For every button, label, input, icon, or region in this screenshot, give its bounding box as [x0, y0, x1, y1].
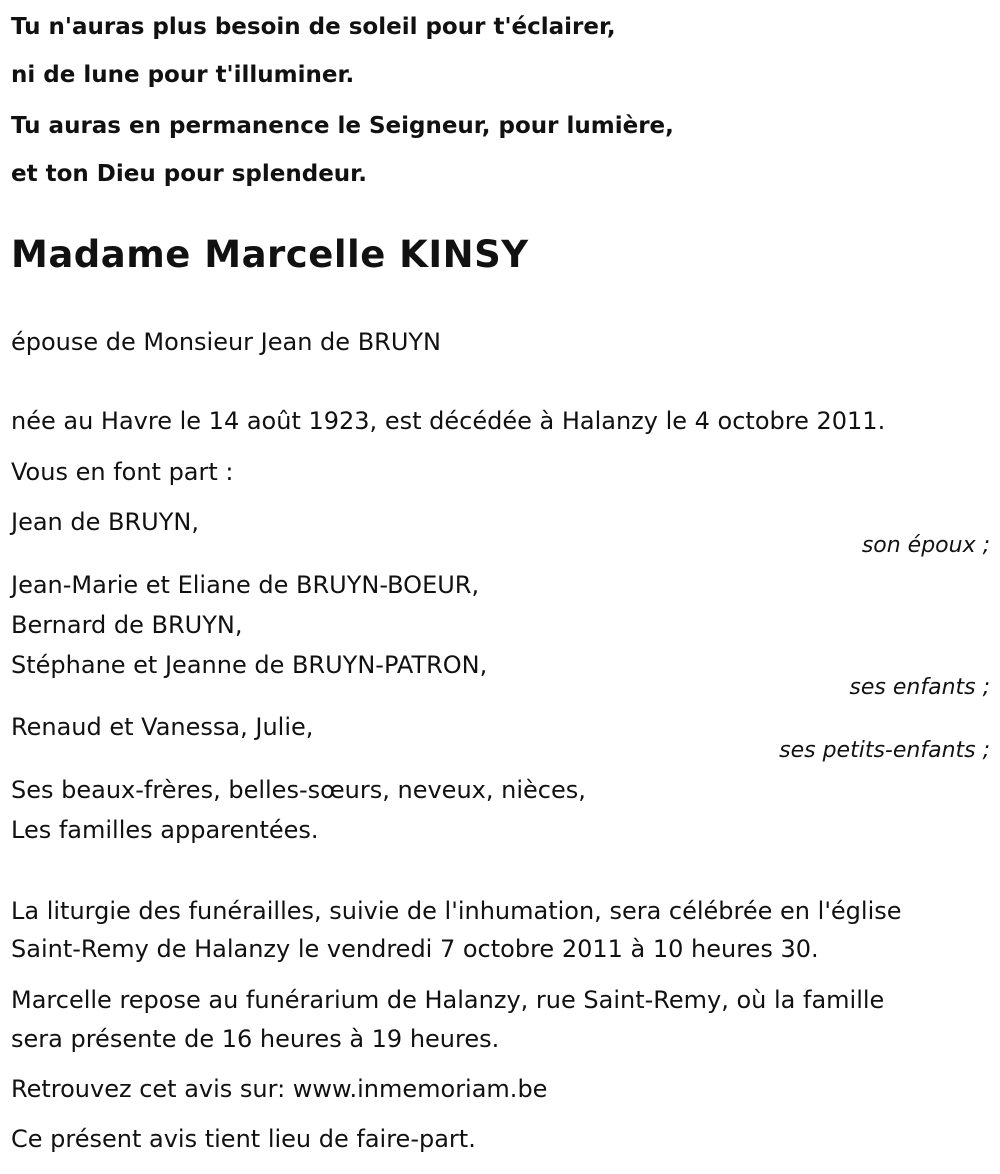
grandchildren-names: Renaud et Vanessa, Julie, — [11, 713, 314, 741]
closing-line: Ce présent avis tient lieu de faire-part. — [11, 1125, 476, 1153]
verse-line-4: et ton Dieu pour splendeur. — [11, 161, 367, 187]
spouse-line: épouse de Monsieur Jean de BRUYN — [11, 328, 442, 356]
verse-line-2: ni de lune pour t'illuminer. — [11, 62, 355, 88]
deceased-name: Madame Marcelle KINSY — [11, 233, 529, 276]
other-family-line-1: Ses beaux-frères, belles-sœurs, neveux, nièces, — [11, 776, 586, 804]
spouse-name: Jean de BRUYN, — [11, 508, 199, 536]
spouse-relation: son époux ; — [861, 533, 990, 558]
funerarium-line-2: sera présente de 16 heures à 19 heures. — [11, 1025, 500, 1053]
funeral-line-1: La liturgie des funérailles, suivie de l'inhumation, sera célébrée en l'église — [11, 897, 902, 925]
funeral-line-2: Saint-Remy de Halanzy le vendredi 7 octobre 2011 à 10 heures 30. — [11, 935, 819, 963]
grandchildren-relation: ses petits-enfants ; — [779, 738, 990, 763]
verse-line-1: Tu n'auras plus besoin de soleil pour t'éclairer, — [11, 14, 616, 40]
other-family-line-2: Les familles apparentées. — [11, 816, 319, 844]
child-name-2: Bernard de BRUYN, — [11, 611, 243, 639]
children-relation: ses enfants ; — [849, 675, 990, 700]
birth-death-line: née au Havre le 14 août 1923, est décédée à Halanzy le 4 octobre 2011. — [11, 407, 886, 435]
website-line: Retrouvez cet avis sur: www.inmemoriam.be — [11, 1075, 548, 1103]
child-name-3: Stéphane et Jeanne de BRUYN-PATRON, — [11, 651, 488, 679]
announcement-intro: Vous en font part : — [11, 458, 234, 486]
child-name-1: Jean-Marie et Eliane de BRUYN-BOEUR, — [11, 571, 480, 599]
funerarium-line-1: Marcelle repose au funérarium de Halanzy, rue Saint-Remy, où la famille — [11, 986, 885, 1014]
verse-line-3: Tu auras en permanence le Seigneur, pour lumière, — [11, 113, 674, 139]
